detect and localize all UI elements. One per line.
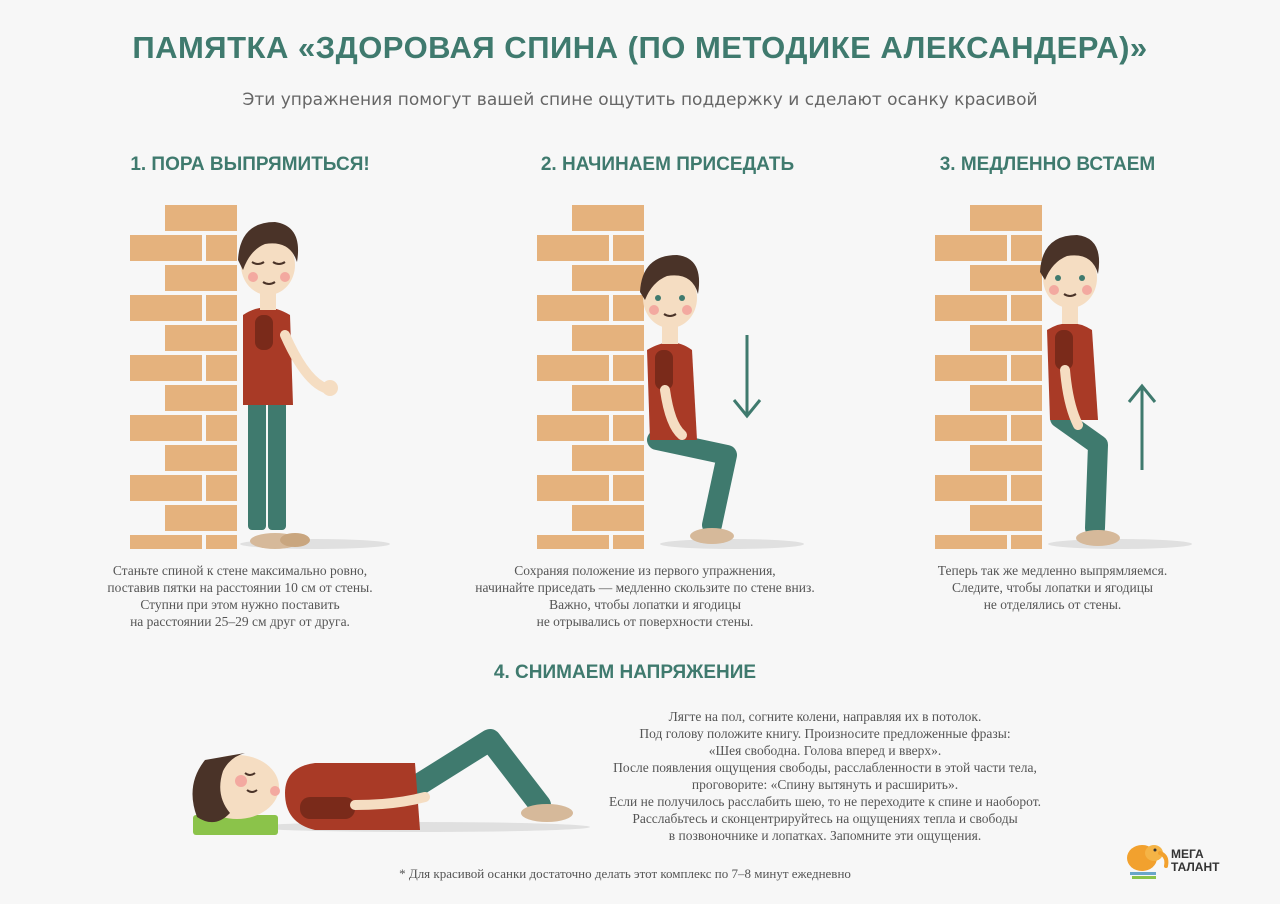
footnote: * Для красивой осанки достаточно делать этот комплекс по 7–8 минут ежедневно (399, 866, 851, 881)
arrow-down-icon (734, 335, 760, 416)
arrow-up-icon (1129, 386, 1155, 470)
step-4-illustration (175, 705, 595, 845)
brick-wall (537, 205, 644, 549)
person-standing (238, 222, 338, 549)
person-lying (193, 740, 574, 830)
logo-text-line2: ТАЛАНТ (1171, 860, 1220, 874)
step-1-description: Станьте спиной к стене максимально ровно, поставив пятки на расстоянии 10 см от стены. Ступни при этом нужно поставить на расстоянии 25–29 см друг от друга. (107, 563, 373, 629)
step-2-title: 2. НАЧИНАЕМ ПРИСЕДАТЬ (540, 154, 795, 175)
step-3-illustration (930, 200, 1220, 555)
floor-shadow (1048, 539, 1192, 549)
step-4-title: 4. СНИМАЕМ НАПРЯЖЕНИЕ (493, 662, 757, 683)
person-rising (1040, 235, 1120, 546)
step-3-title: 3. МЕДЛЕННО ВСТАЕМ (939, 154, 1156, 175)
elephant-icon (1124, 838, 1170, 882)
page-title: ПАМЯТКА «ЗДОРОВАЯ СПИНА (ПО МЕТОДИКЕ АЛЕКСАНДЕРА)» (132, 30, 1148, 65)
step-3-description: Теперь так же медленно выпрямляемся. Следите, чтобы лопатки и ягодицы не отделялись от стены. (937, 563, 1168, 612)
step-2-illustration (532, 200, 822, 555)
brick-wall (935, 205, 1042, 549)
brick-wall (130, 205, 237, 549)
floor-shadow (660, 539, 804, 549)
person-squatting (640, 255, 734, 544)
step-4-description: Лягте на пол, согните колени, направляя их в потолок. Под голову положите книгу. Произносите предложенные фразы: «Шея свободна. Голова вперед и вверх». После появления ощущения свободы, расслабленности в этой части тела, проговорите: «Спину вытянуть и расширить». Если не получилось расслабить шею, то не переходите к спине и наоборот. Расслабьтесь и сконцентрируйтесь на ощущениях тепла и свободы в позвоночнике и лопатках. Запомните эти ощущения. (609, 709, 1041, 843)
step-2-description: Сохраняя положение из первого упражнения, начинайте приседать — медленно скользите по стене вниз. Важно, чтобы лопатки и ягодицы не отрывались от поверхности стены. (475, 563, 815, 629)
page-subtitle: Эти упражнения помогут вашей спине ощутить поддержку и сделают осанку красивой (242, 90, 1038, 110)
step-1-illustration (125, 200, 415, 555)
logo (1124, 838, 1234, 882)
logo-text-line1: МЕГА (1171, 847, 1204, 861)
step-1-title: 1. ПОРА ВЫПРЯМИТЬСЯ! (130, 154, 370, 175)
